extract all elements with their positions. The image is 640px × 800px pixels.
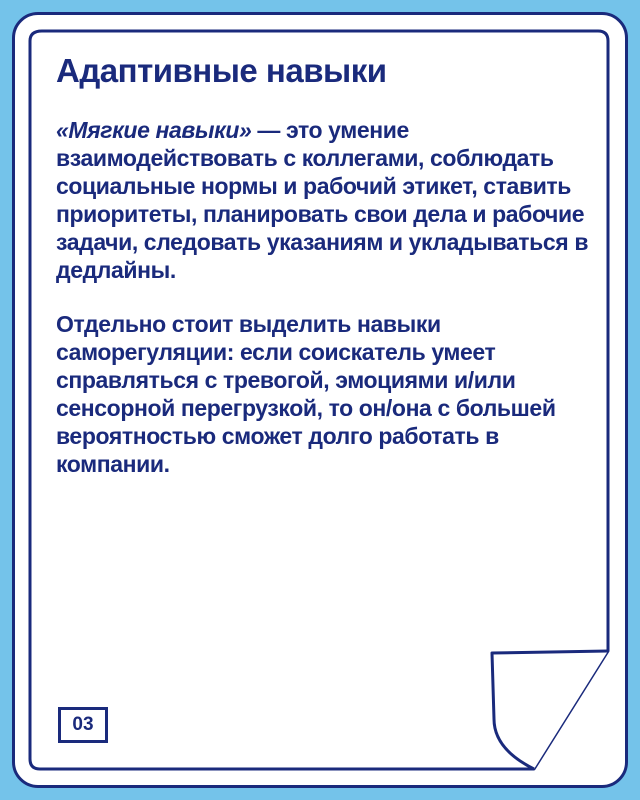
soft-skills-term: «Мягкие навыки» bbox=[56, 117, 252, 143]
paragraph-self-regulation: Отдельно стоит выделить навыки саморегуляции: если соискатель умеет справляться с тревогой, эмоциями и/или сенсорной перегрузкой, то он/она с большей вероятностью сможет долго работать в компании. bbox=[56, 311, 556, 477]
page-number-badge: 03 bbox=[58, 707, 108, 743]
paragraph-soft-skills bbox=[56, 116, 596, 284]
page-title: Адаптивные навыки bbox=[56, 52, 387, 89]
page-curl-icon bbox=[492, 651, 608, 769]
soft-skills-definition: — это умение взаимодействовать с коллегами, соблюдать социальные нормы и рабочий этикет, ставить приоритеты, планировать свои дела и рабочие задачи, следовать указаниям и укладываться в дедлайны. bbox=[56, 117, 589, 283]
